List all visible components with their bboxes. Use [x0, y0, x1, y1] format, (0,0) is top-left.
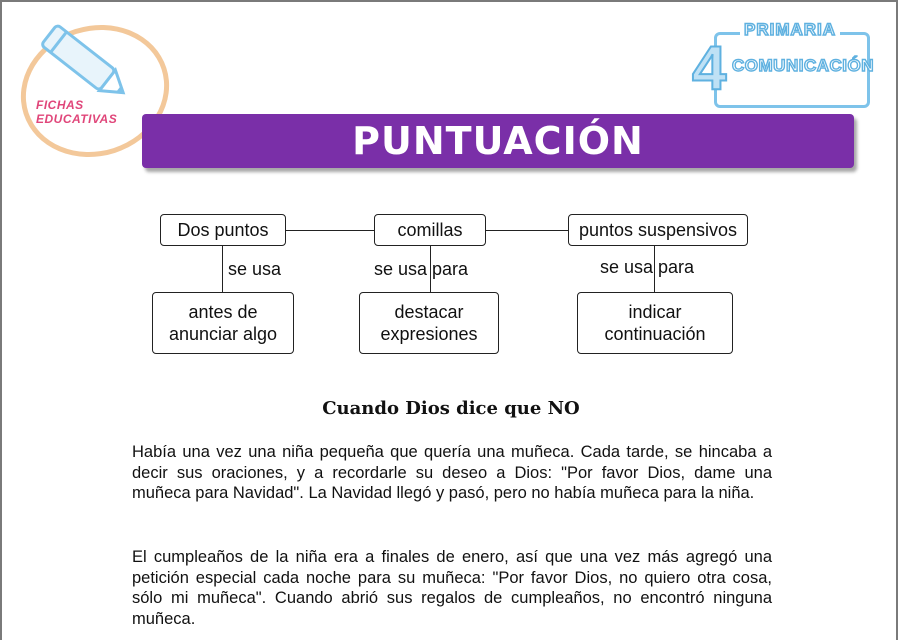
primaria-comunicacion-logo — [690, 20, 874, 106]
relation-label: se usa — [228, 259, 282, 279]
concept-node-puntos-suspensivos — [568, 214, 748, 246]
relation-label: se usa para — [374, 259, 469, 279]
story-paragraph: Había una vez una niña pequeña que quería una muñeca. Cada tarde, se hincaba a decir sus oraciones, y a recordarle su deseo a Dios: "Por favor Dios, dame una muñeca para Navidad". La Navidad llegó y pasó, pero no había muñeca para la niña. — [132, 443, 772, 502]
detail-line: indicar — [628, 302, 682, 322]
concept-detail-comillas — [359, 292, 499, 354]
page-title: PUNTUACIÓN — [352, 119, 644, 163]
detail-line: expresiones — [380, 324, 478, 344]
concept-label: comillas — [397, 220, 463, 240]
story-paragraph: El cumpleaños de la niña era a finales de enero, así que una vez más agregó una petición especial cada noche para su muñeca: "Por favor Dios, no quiero otra cosa, sólo mi muñeca". Cuando abrió sus regalos de cumpleaños, no encontró ninguna muñeca. — [132, 548, 772, 628]
logo-level: PRIMARIA — [740, 20, 840, 40]
story-title: Cuando Dios dice que NO — [322, 398, 580, 419]
connector-line — [222, 244, 223, 294]
concept-detail-dos-puntos — [152, 292, 294, 354]
detail-line: destacar — [394, 302, 464, 322]
logo-text-line-2: EDUCATIVAS — [36, 112, 118, 126]
title-banner — [142, 114, 854, 168]
detail-line: anunciar algo — [168, 324, 278, 344]
connector-line — [284, 230, 374, 231]
concept-label: Dos puntos — [177, 220, 269, 240]
detail-line: continuación — [604, 324, 706, 344]
relation-label: se usa para — [600, 257, 695, 277]
logo-grade-number: 4 — [692, 34, 727, 103]
concept-node-comillas — [374, 214, 486, 246]
concept-node-dos-puntos — [160, 214, 286, 246]
logo-text-line-1: FICHAS — [36, 98, 84, 112]
concept-label: puntos suspensivos — [578, 220, 738, 240]
connector-line — [484, 230, 568, 231]
logo-text — [36, 98, 117, 126]
logo-subject: COMUNICACIÓN — [732, 56, 874, 75]
concept-detail-puntos-suspensivos — [577, 292, 733, 354]
detail-line: antes de — [188, 302, 258, 322]
